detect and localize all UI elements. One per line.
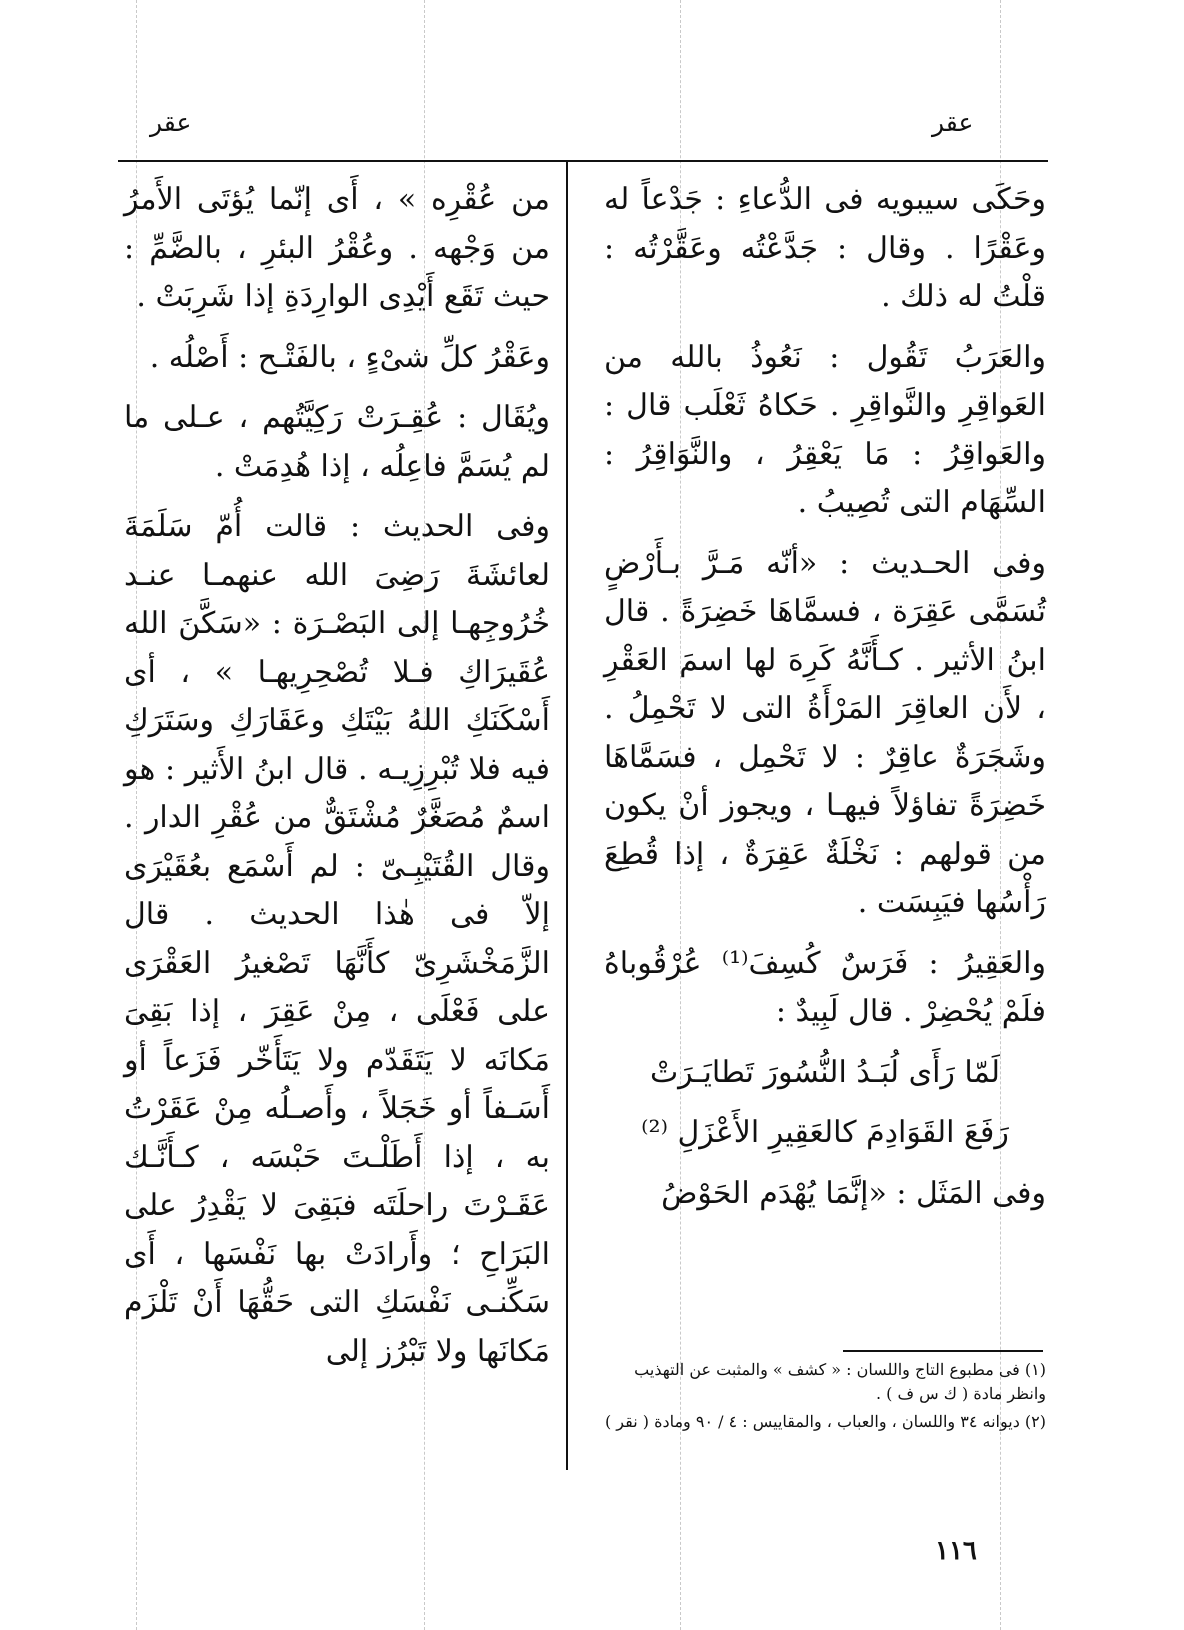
- left-column: [124, 176, 550, 1388]
- footnote-rule: [843, 1350, 1043, 1352]
- column-divider: [566, 162, 568, 1470]
- footnotes: [604, 1358, 1046, 1438]
- footnote: (٢) ديوانه ٣٤ واللسان ، والعباب ، والمقاييس : ٤ / ٩٠ ومادة ( نقر ): [604, 1412, 1046, 1431]
- verse-line: لَمّا رَأَى لُبَـدُ النُّسُورَ تَطايَـرَتْ: [649, 1054, 1001, 1090]
- paragraph: وعَقْرُ كلِّ شىْءٍ ، بالفَتْـح : أَصْلُه .: [149, 339, 550, 375]
- paragraph: ويُقَال : عُقِـرَتْ رَكِيَّتُهم ، عـلى ما لم يُسَمَّ فاعِلُه ، إذا هُدِمَتْ .: [124, 400, 550, 484]
- paragraph: وفى الحديث : قالت أُمّ سَلَمَةَ لعائشَةَ رَضِىَ الله عنهمـا عنـد خُرُوجِهـا إلى البَصْـرَة : «سَكَّنَ الله عُقَيرَاكِ فـلا تُصْحِرِيهـا » ، أى أَسْكَنَكِ اللهُ بَيْتَكِ وعَقَارَكِ وسَتَرَكِ فيه فلا تُبْرِزِيـه . قال ابنُ الأَثير : هو اسمٌ مُصَغَّرٌ مُشْتَقٌّ من عُقْرِ الدار . وقال القُتَيْبِـىّ : لم أَسْمَع بعُقَيْرَى إلاّ فى هٰذا الحديث . قال الزَّمَخْشَرِىّ كأَنَّهَا تَصْغيرُ العَقْرَى على فَعْلَى ، مِنْ عَقِرَ ، إذا بَقِىَ مَكانَه لا يَتَقَدّم ولا يَتَأَخّر فَزَعاً أو أَسَـفاً أو خَجَلاً ، وأَصـلُه مِنْ عَقَرْتُ به ، إذا أَطَلْـتَ حَبْسَه ، كـأَنَّـك عَقَـرْتَ راحلَتَه فبَقِىَ لا يَقْدِرُ على البَرَاحِ ؛ وأَرادَتْ بها نَفْسَها ، أَى سَكِّنـى نَفْسَكِ التى حَقُّهَا أَنْ تَلْزَم مَكانَها ولا تَبْرُز إلى: [124, 509, 550, 1369]
- footnote: (١) فى مطبوع التاج واللسان : « كشف » والمثبت عن التهذيب وانظر مادة ( ك س ف ) .: [634, 1360, 1046, 1403]
- paragraph: وفى الحـديث : «أنّه مَـرَّ بـأَرْضٍ تُسَمَّى عَقِرَة ، فسمَّاهَا خَضِرَةً . قال ابنُ الأثير . كـأَنَّهُ كَرِهَ لها اسمَ العَقْرِ ، لأَن العاقِرَ المَرْأَةُ التى لا تَحْمِلُ . وشَجَرَةٌ عاقِرٌ : لا تَحْمِل ، فسَمَّاهَا خَضِرَةً تفاؤلاً فيهـا ، ويجوز أنْ يكون من قولهم : نَخْلَةٌ عَقِرَةٌ ، إذا قُطِعَ رَأْسُها فيَبِسَت .: [604, 545, 1046, 920]
- header-word-left: عقر: [150, 108, 192, 137]
- paragraph: والعَرَبُ تَقُول : نَعُوذُ بالله من العَواقِرِ والنَّواقِرِ . حَكاهُ ثَعْلَب قال : والعَواقِرُ : مَا يَعْقِرُ ، والنَّوَاقِرُ : السِّهَام التى تُصِيبُ .: [604, 339, 1046, 520]
- paragraph: وحَكَى سيبويه فى الدُّعاءِ : جَدْعاً له وعَقْرًا . وقال : جَدَّعْتُه وعَقَّرْتُه : قلْتُ له ذلك .: [604, 182, 1046, 314]
- verse-line: رَفَعَ القَوَادِمَ كالعَقِيرِ الأَعْزَلِ ⁽²⁾: [641, 1115, 1009, 1150]
- header-word-right: عقر: [932, 108, 974, 137]
- paragraph: وفى المَثَل : «إنَّمَا يُهْدَم الحَوْضُ: [661, 1175, 1046, 1211]
- header-rule: [118, 160, 1048, 162]
- paragraph: من عُقْرِه » ، أَى إنّما يُؤتَى الأَمرُ من وَجْهه . وعُقْرُ البئرِ ، بالضَّمِّ : حيث تَقَع أَيْدِى الوارِدَةِ إذا شَرِبَتْ .: [124, 182, 550, 314]
- right-column: [604, 176, 1046, 1230]
- page-number: ١١٦: [935, 1536, 977, 1566]
- paragraph: والعَقِيرُ : فَرَسٌ كُسِفَ⁽¹⁾ عُرْقُوباهُ فلَمْ يُحْضِرْ . قال لَبِيدٌ :: [604, 945, 1047, 1029]
